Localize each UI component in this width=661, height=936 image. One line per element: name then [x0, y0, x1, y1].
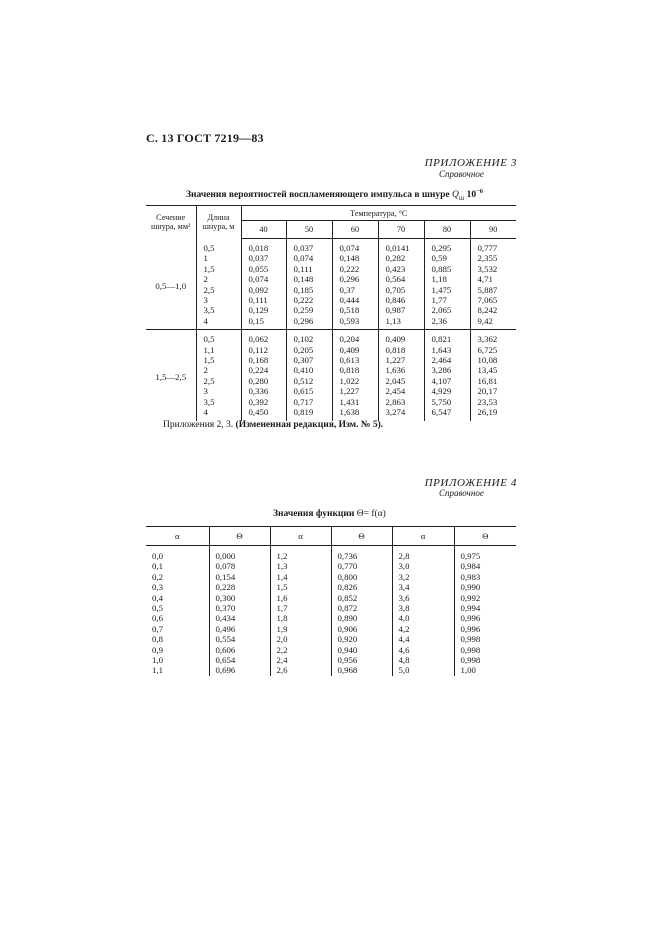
value-cell: 0,129 — [241, 305, 286, 315]
theta-cell: 0,990 — [454, 582, 516, 592]
theta-cell: 0,154 — [209, 572, 270, 582]
value-cell: 0,280 — [241, 376, 286, 386]
caption-symbol — [452, 190, 465, 203]
function-table-body — [146, 546, 516, 676]
theta-cell: 0,852 — [331, 593, 392, 603]
value-cell: 0,613 — [332, 355, 378, 365]
alpha-cell: 1,8 — [270, 613, 331, 623]
value-cell: 4,71 — [470, 274, 516, 284]
length-cell: 3,5 — [196, 397, 241, 407]
table-row — [146, 253, 516, 263]
value-cell: 6,547 — [424, 407, 470, 420]
alpha-cell: 3,2 — [392, 572, 454, 582]
theta-cell: 0,736 — [331, 546, 392, 562]
value-cell: 1,638 — [332, 407, 378, 420]
value-cell: 0,615 — [286, 386, 332, 396]
value-cell: 0,205 — [286, 345, 332, 355]
theta-cell: 0,696 — [209, 665, 270, 675]
theta-cell: 0,920 — [331, 634, 392, 644]
table-row — [146, 365, 516, 375]
value-cell: 0,092 — [241, 285, 286, 295]
alpha-cell: 2,2 — [270, 645, 331, 655]
value-cell: 2,454 — [378, 386, 424, 396]
length-cell: 0,5 — [196, 239, 241, 254]
value-cell: 0,717 — [286, 397, 332, 407]
footnote — [163, 420, 383, 430]
alpha-cell: 4,2 — [392, 624, 454, 634]
value-cell: 23,53 — [470, 397, 516, 407]
length-cell: 2,5 — [196, 285, 241, 295]
value-cell: 0,821 — [424, 330, 470, 345]
value-cell: 0,392 — [241, 397, 286, 407]
value-cell: 0,074 — [286, 253, 332, 263]
theta-cell: 0,998 — [454, 645, 516, 655]
theta-cell: 0,826 — [331, 582, 392, 592]
length-cell: 1 — [196, 253, 241, 263]
length-cell: 3,5 — [196, 305, 241, 315]
value-cell: 0,037 — [241, 253, 286, 263]
theta-cell: 0,956 — [331, 655, 392, 665]
value-cell: 0,410 — [286, 365, 332, 375]
value-cell: 0,885 — [424, 264, 470, 274]
theta-header: Θ — [454, 527, 516, 546]
value-cell: 1,636 — [378, 365, 424, 375]
theta-cell: 0,300 — [209, 593, 270, 603]
alpha-cell: 0,9 — [152, 644, 163, 655]
alpha-cell: 1,3 — [270, 561, 331, 571]
value-cell: 0,777 — [470, 239, 516, 254]
value-cell: 0,444 — [332, 295, 378, 305]
value-cell: 3,362 — [470, 330, 516, 345]
value-cell: 0,224 — [241, 365, 286, 375]
theta-cell: 0,998 — [454, 655, 516, 665]
theta-cell: 0,996 — [454, 613, 516, 623]
temperature-header: 90 — [470, 221, 516, 239]
value-cell: 0,819 — [286, 407, 332, 420]
alpha-cell: 1,5 — [270, 582, 331, 592]
value-cell: 3,274 — [378, 407, 424, 420]
value-cell: 0,074 — [332, 239, 378, 254]
footnote-prefix: Приложения 2, 3. — [163, 420, 234, 430]
table-row — [146, 613, 516, 623]
alpha-cell: 5,0 — [392, 665, 454, 675]
value-cell: 5,887 — [470, 285, 516, 295]
value-cell: 1,13 — [378, 316, 424, 330]
value-cell: 0,0141 — [378, 239, 424, 254]
alpha-cell: 2,6 — [270, 665, 331, 675]
alpha-cell: 0,3 — [152, 582, 163, 593]
caption-q: Q — [452, 190, 459, 201]
value-cell: 0,062 — [241, 330, 286, 345]
value-cell: 2,355 — [470, 253, 516, 263]
table-row — [146, 645, 516, 655]
theta-cell: 0,000 — [209, 546, 270, 562]
appendix3-title: ПРИЛОЖЕНИЕ 3 — [424, 157, 517, 169]
value-cell: 2,863 — [378, 397, 424, 407]
table-row — [146, 239, 516, 254]
value-cell: 0,018 — [241, 239, 286, 254]
appendix4-subtitle: Справочное — [439, 488, 484, 498]
theta-cell: 0,228 — [209, 582, 270, 592]
length-cell: 2 — [196, 365, 241, 375]
length-cell: 1,1 — [196, 345, 241, 355]
table-row — [146, 603, 516, 613]
alpha-cell: 4,6 — [392, 645, 454, 655]
value-cell: 0,296 — [286, 316, 332, 330]
value-cell: 0,148 — [332, 253, 378, 263]
theta-cell: 0,872 — [331, 603, 392, 613]
section-cell: 1,5—2,5 — [146, 330, 196, 421]
theta-cell: 0,770 — [331, 561, 392, 571]
value-cell: 0,222 — [286, 295, 332, 305]
table-row — [146, 572, 516, 582]
alpha-cell: 0,8 — [152, 634, 163, 645]
theta-cell: 0,890 — [331, 613, 392, 623]
page-header: С. 13 ГОСТ 7219—83 — [146, 131, 264, 145]
value-cell: 0,037 — [286, 239, 332, 254]
value-cell: 4,929 — [424, 386, 470, 396]
table-row — [146, 561, 516, 571]
theta-cell: 0,078 — [209, 561, 270, 571]
value-cell: 0,818 — [332, 365, 378, 375]
probability-table — [146, 205, 516, 421]
table-row — [146, 386, 516, 396]
value-cell: 0,282 — [378, 253, 424, 263]
value-cell: 0,846 — [378, 295, 424, 305]
section-cell: 0,5—1,0 — [155, 280, 187, 291]
length-cell: 2,5 — [196, 376, 241, 386]
alpha-cell: 1,0 — [152, 655, 163, 666]
table-row — [146, 376, 516, 386]
alpha-cell: 0,1 — [152, 561, 163, 572]
value-cell: 0,295 — [424, 239, 470, 254]
alpha-cell: 1,4 — [270, 572, 331, 582]
caption-factor: 10 — [466, 190, 477, 201]
theta-cell: 0,983 — [454, 572, 516, 582]
table-row — [146, 345, 516, 355]
caption-text: Значения вероятностей воспламеняющего импульса в шнуре — [186, 190, 450, 201]
value-cell: 0,168 — [241, 355, 286, 365]
value-cell: 4,107 — [424, 376, 470, 386]
footnote-bold: (Измененная редакция, Изм. № 5). — [235, 420, 384, 430]
alpha-header: α — [270, 527, 331, 546]
length-cell: 1,5 — [196, 264, 241, 274]
value-cell: 13,45 — [470, 365, 516, 375]
value-cell: 3,286 — [424, 365, 470, 375]
value-cell: 2,464 — [424, 355, 470, 365]
col-length-header: Длина шнура, м — [196, 206, 241, 239]
value-cell: 1,227 — [378, 355, 424, 365]
value-cell: 0,705 — [378, 285, 424, 295]
value-cell: 0,423 — [378, 264, 424, 274]
value-cell: 1,227 — [332, 386, 378, 396]
value-cell: 5,750 — [424, 397, 470, 407]
table-row — [146, 355, 516, 365]
value-cell: 1,643 — [424, 345, 470, 355]
table-row — [146, 546, 516, 562]
theta-header: Θ — [209, 527, 270, 546]
theta-cell: 0,998 — [454, 634, 516, 644]
probability-table-body — [146, 239, 516, 421]
alpha-cell: 1,2 — [270, 546, 331, 562]
value-cell: 0,336 — [241, 386, 286, 396]
table-row — [146, 665, 516, 675]
alpha-cell: 1,6 — [270, 593, 331, 603]
theta-cell: 0,968 — [331, 665, 392, 675]
value-cell: 0,450 — [241, 407, 286, 420]
value-cell: 3,532 — [470, 264, 516, 274]
value-cell: 0,818 — [378, 345, 424, 355]
value-cell: 0,37 — [332, 285, 378, 295]
caption-formula: Θ= f(α) — [356, 509, 386, 519]
alpha-cell: 1,1 — [152, 665, 163, 676]
value-cell: 0,409 — [332, 345, 378, 355]
value-cell: 1,475 — [424, 285, 470, 295]
theta-cell: 0,434 — [209, 613, 270, 623]
length-cell: 0,5 — [196, 330, 241, 345]
table-row — [146, 264, 516, 274]
alpha-cell: 1,7 — [270, 603, 331, 613]
value-cell: 0,296 — [332, 274, 378, 284]
alpha-cell: 1,9 — [270, 624, 331, 634]
value-cell: 1,431 — [332, 397, 378, 407]
value-cell: 0,112 — [241, 345, 286, 355]
col-section-header: Сечение шнура, мм² — [146, 206, 196, 239]
value-cell: 1,022 — [332, 376, 378, 386]
theta-cell: 0,496 — [209, 624, 270, 634]
alpha-cell: 3,6 — [392, 593, 454, 603]
value-cell: 0,518 — [332, 305, 378, 315]
temperature-header: 50 — [286, 221, 332, 239]
value-cell: 2,36 — [424, 316, 470, 330]
alpha-cell: 2,0 — [270, 634, 331, 644]
table-row — [146, 634, 516, 644]
length-cell: 1,5 — [196, 355, 241, 365]
value-cell: 9,42 — [470, 316, 516, 330]
table-row — [146, 316, 516, 330]
value-cell: 0,074 — [241, 274, 286, 284]
length-cell: 2 — [196, 274, 241, 284]
caption-function-text: Значения функции — [273, 509, 355, 519]
alpha-cell: 2,8 — [392, 546, 454, 562]
table-row — [146, 274, 516, 284]
alpha-cell: 0,5 — [152, 603, 163, 614]
value-cell: 0,593 — [332, 316, 378, 330]
value-cell: 0,59 — [424, 253, 470, 263]
alpha-cell: 4,0 — [392, 613, 454, 623]
value-cell: 2,045 — [378, 376, 424, 386]
length-cell: 3 — [196, 386, 241, 396]
table-row — [146, 305, 516, 315]
alpha-header: α — [146, 527, 209, 546]
theta-cell: 0,370 — [209, 603, 270, 613]
theta-cell: 0,940 — [331, 645, 392, 655]
value-cell: 20,17 — [470, 386, 516, 396]
appendix3-subtitle: Справочное — [439, 169, 484, 179]
value-cell: 0,055 — [241, 264, 286, 274]
length-cell: 3 — [196, 295, 241, 305]
theta-cell: 0,906 — [331, 624, 392, 634]
value-cell: 2,065 — [424, 305, 470, 315]
alpha-cell: 0,0 — [152, 551, 163, 561]
appendix3-caption — [186, 188, 483, 202]
value-cell: 0,512 — [286, 376, 332, 386]
table-row — [146, 397, 516, 407]
value-cell: 6,725 — [470, 345, 516, 355]
table-row — [146, 624, 516, 634]
theta-cell: 0,996 — [454, 624, 516, 634]
appendix4-caption — [273, 509, 386, 519]
table-row — [146, 407, 516, 420]
alpha-cell: 0,4 — [152, 592, 163, 603]
table-row — [146, 655, 516, 665]
value-cell: 10,08 — [470, 355, 516, 365]
theta-cell: 0,994 — [454, 603, 516, 613]
value-cell: 16,81 — [470, 376, 516, 386]
alpha-cell: 2,4 — [270, 655, 331, 665]
value-cell: 0,111 — [241, 295, 286, 305]
value-cell: 0,222 — [332, 264, 378, 274]
value-cell: 1,18 — [424, 274, 470, 284]
alpha-cell: 3,0 — [392, 561, 454, 571]
function-table — [146, 526, 516, 676]
length-cell: 4 — [196, 407, 241, 420]
appendix4-title: ПРИЛОЖЕНИЕ 4 — [424, 477, 517, 489]
temperature-header: 60 — [332, 221, 378, 239]
col-temperature-header: Температура, °С — [241, 206, 516, 221]
length-cell: 4 — [196, 316, 241, 330]
value-cell: 0,987 — [378, 305, 424, 315]
alpha-cell: 4,4 — [392, 634, 454, 644]
alpha-header: α — [392, 527, 454, 546]
value-cell: 7,065 — [470, 295, 516, 305]
theta-cell: 0,606 — [209, 645, 270, 655]
alpha-cell: 3,4 — [392, 582, 454, 592]
temperature-header: 40 — [241, 221, 286, 239]
table-row — [146, 330, 516, 345]
value-cell: 0,259 — [286, 305, 332, 315]
alpha-cell: 0,6 — [152, 613, 163, 624]
value-cell: 0,102 — [286, 330, 332, 345]
value-cell: 0,15 — [241, 316, 286, 330]
theta-cell: 0,975 — [454, 546, 516, 562]
caption-subscript: ш — [458, 194, 465, 203]
table-row — [146, 295, 516, 305]
caption-exponent: −6 — [476, 188, 484, 195]
alpha-cell: 0,7 — [152, 623, 163, 634]
value-cell: 0,185 — [286, 285, 332, 295]
theta-cell: 0,984 — [454, 561, 516, 571]
theta-cell: 0,992 — [454, 593, 516, 603]
theta-cell: 0,554 — [209, 634, 270, 644]
value-cell: 0,307 — [286, 355, 332, 365]
theta-cell: 0,800 — [331, 572, 392, 582]
alpha-cell: 4,8 — [392, 655, 454, 665]
value-cell: 0,111 — [286, 264, 332, 274]
value-cell: 0,204 — [332, 330, 378, 345]
value-cell: 1,77 — [424, 295, 470, 305]
function-table-header — [146, 527, 516, 546]
value-cell: 0,564 — [378, 274, 424, 284]
temperature-header: 70 — [378, 221, 424, 239]
temperature-header: 80 — [424, 221, 470, 239]
table-row — [146, 593, 516, 603]
value-cell: 0,148 — [286, 274, 332, 284]
value-cell: 26,19 — [470, 407, 516, 420]
alpha-cell: 0,2 — [152, 571, 163, 582]
theta-header: Θ — [331, 527, 392, 546]
value-cell: 8,242 — [470, 305, 516, 315]
alpha-cell: 3,8 — [392, 603, 454, 613]
table-row — [146, 582, 516, 592]
theta-cell: 1,00 — [454, 665, 516, 675]
value-cell: 0,409 — [378, 330, 424, 345]
table-row — [146, 285, 516, 295]
theta-cell: 0,654 — [209, 655, 270, 665]
